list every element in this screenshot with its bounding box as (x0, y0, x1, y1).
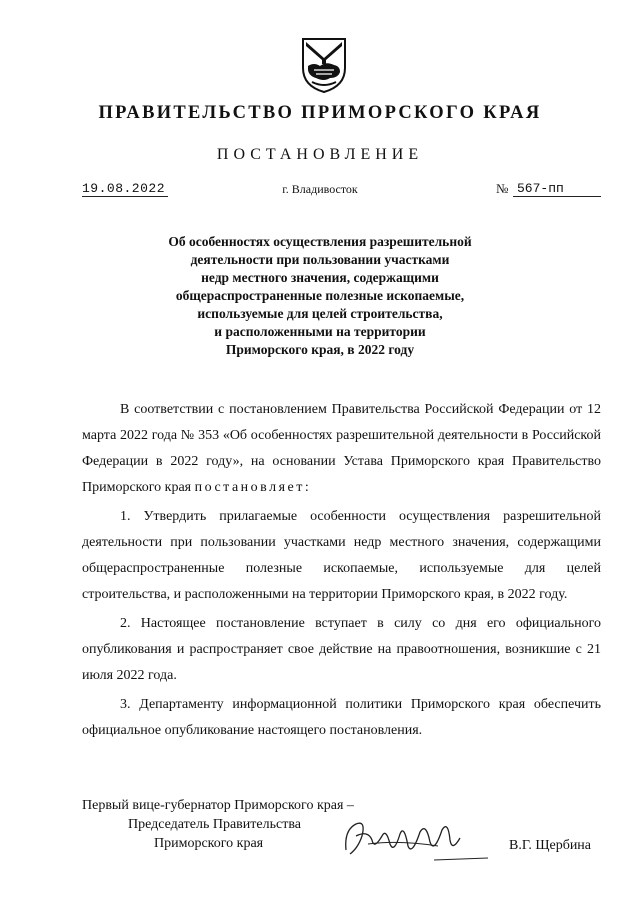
document-type: ПОСТАНОВЛЕНИЕ (216, 146, 424, 163)
title-line: деятельности при пользовании участками (190, 252, 450, 267)
resolves-keyword: постановляет: (194, 480, 312, 495)
title-line: Об особенностях осуществления разрешительной (168, 234, 472, 249)
signer-position (82, 796, 354, 853)
intro-paragraph (82, 397, 601, 501)
city-label: г. Владивосток (282, 182, 358, 196)
item-2-paragraph: 2. Настоящее постановление вступает в силу со дня его официального опубликования и распространяет свое действие на правоотношения, возникшие с 21 июля 2022 года. (82, 616, 601, 683)
government-heading: ПРАВИТЕЛЬСТВО ПРИМОРСКОГО КРАЯ (98, 103, 542, 123)
signer-line-3: Приморского края (154, 836, 264, 851)
signer-line-2: Председатель Правительства (128, 817, 301, 832)
decree-number: 567-пп (513, 181, 601, 197)
item-3-paragraph: 3. Департаменту информационной политики Приморского края обеспечить официальное опубликование настоящего постановления. (82, 697, 601, 738)
decree-title (0, 233, 640, 359)
decree-date: 19.08.2022 (82, 181, 168, 197)
handwritten-signature (338, 810, 498, 866)
title-line: общераспространенные полезные ископаемые, (175, 288, 465, 303)
title-line: недр местного значения, содержащими (201, 270, 439, 285)
title-line: и расположенными на территории (214, 324, 426, 339)
signer-line-1: Первый вице-губернатор Приморского края – (82, 798, 354, 813)
decree-body (82, 397, 601, 744)
signer-name: В.Г. Щербина (509, 838, 592, 853)
intro-text: В соответствии с постановлением Правительства Российской Федерации от 12 марта 2022 года № 353 «Об особенностях разрешительной деятельности в Российской Федерации в 2022 году», на основании Устава Приморского края Правительство Приморского края (82, 402, 601, 495)
item-1-paragraph: 1. Утвердить прилагаемые особенности осуществления разрешительной деятельности при пользовании участками недр местного значения, содержащими общераспространенные полезные ископаемые, используемые для целей строительства, и расположенными на территории Приморского края, в 2022 году. (82, 509, 601, 602)
title-line: Приморского края, в 2022 году (225, 342, 415, 357)
number-label: № (496, 181, 509, 196)
title-line: используемые для целей строительства, (197, 306, 443, 321)
coat-of-arms-emblem (300, 36, 348, 94)
